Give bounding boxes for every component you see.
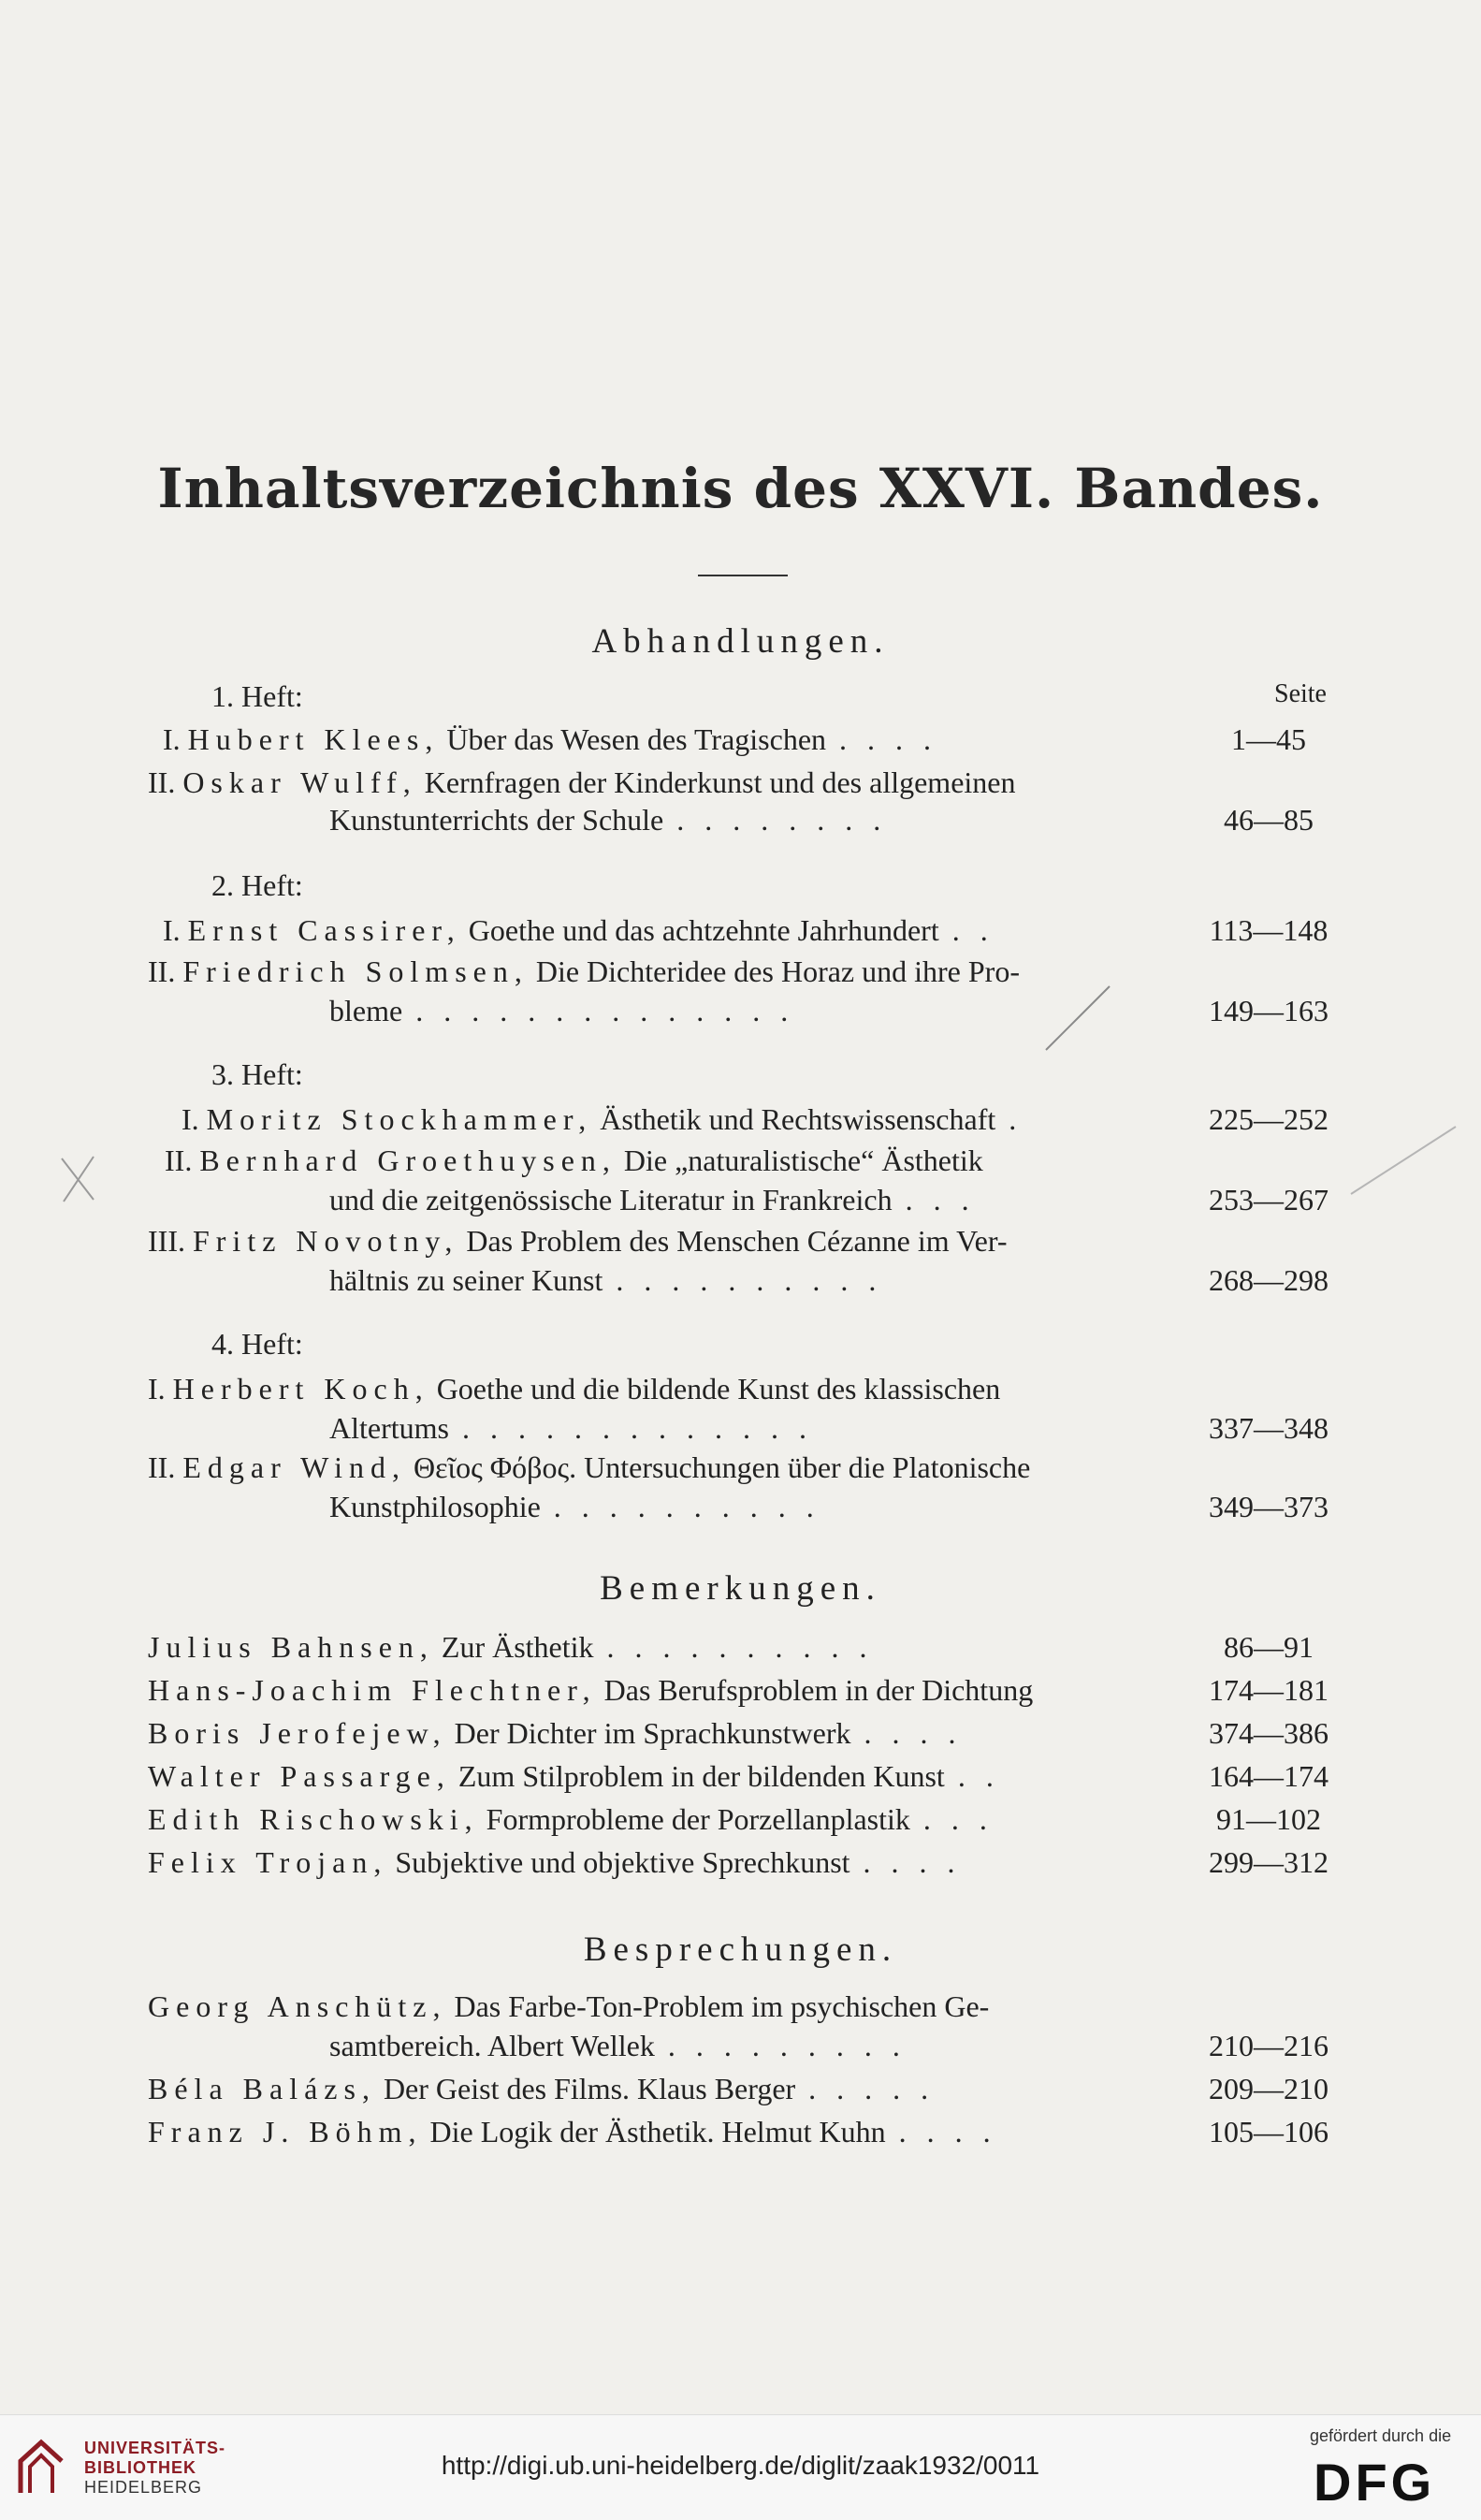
toc-entry[interactable]	[148, 765, 1015, 800]
entry-title: und die zeitgenössische Literatur in Frankreich	[329, 1183, 893, 1216]
entry-title-continuation: bleme ..............	[329, 994, 809, 1027]
entry-title: Goethe und die bildende Kunst des klassischen	[436, 1372, 1001, 1406]
toc-entry[interactable]	[148, 1673, 1033, 1708]
entry-pages: 210—216	[1209, 2029, 1329, 2062]
entry-pages: 253—267	[1209, 1183, 1329, 1216]
entry-author: Edgar Wind,	[182, 1450, 406, 1484]
entry-number: II.	[148, 765, 176, 799]
entry-pages: 113—148	[1209, 913, 1329, 947]
entry-author: Hubert Klees,	[187, 722, 440, 756]
section-heading-besprechungen: Besprechungen.	[583, 1930, 898, 1969]
entry-pages: 349—373	[1209, 1490, 1329, 1523]
entry-pages: 268—298	[1209, 1263, 1329, 1297]
toc-entry[interactable]: Julius Bahnsen, Zur Ästhetik ..........	[148, 1630, 888, 1664]
entry-title: Der Dichter im Sprachkunstwerk	[454, 1716, 851, 1750]
entry-author: Hans-Joachim Flechtner,	[148, 1673, 597, 1707]
pencil-mark	[1347, 1123, 1459, 1198]
entry-author: Felix Trojan,	[148, 1845, 388, 1879]
entry-author: Fritz Novotny,	[192, 1224, 459, 1258]
toc-entry[interactable]: I. Moritz Stockhammer, Ästhetik und Rechtswissenschaft .	[181, 1102, 1038, 1136]
entry-author: Georg Anschütz,	[148, 1989, 447, 2023]
entry-title: Formprobleme der Porzellanplastik	[486, 1802, 910, 1836]
entry-number: I.	[163, 722, 181, 756]
entry-pages: 225—252	[1209, 1102, 1329, 1136]
entry-pages: 337—348	[1209, 1411, 1329, 1445]
toc-entry[interactable]	[148, 1450, 1030, 1485]
entry-title-continuation: und die zeitgenössische Literatur in Frankreich ...	[329, 1183, 990, 1216]
heft-label: 4. Heft:	[211, 1327, 303, 1361]
entry-title: Θεῖος Φόβος. Untersuchungen über die Platonische	[413, 1450, 1031, 1484]
entry-pages: 86—91	[1224, 1630, 1314, 1664]
entry-title: Über das Wesen des Tragischen	[446, 722, 827, 756]
entry-pages: 374—386	[1209, 1716, 1329, 1750]
pencil-mark	[56, 1151, 103, 1207]
entry-title-continuation: Kunstphilosophie ..........	[329, 1490, 835, 1523]
entry-number: II.	[148, 1450, 176, 1484]
toc-entry[interactable]	[148, 1224, 1008, 1259]
entry-title-continuation: Kunstunterrichts der Schule ........	[329, 803, 902, 837]
entry-title: Ästhetik und Rechtswissenschaft	[600, 1102, 996, 1136]
entry-author: Ernst Cassirer,	[187, 913, 461, 947]
entry-author: Walter Passarge,	[148, 1759, 451, 1793]
entry-title: Der Geist des Films. Klaus Berger	[383, 2072, 796, 2105]
document-url-link[interactable]: http://digi.ub.uni-heidelberg.de/diglit/zaak1932/0011	[441, 2451, 1040, 2480]
entry-title: Zur Ästhetik	[441, 1630, 594, 1664]
entry-author: Edith Rischowski,	[148, 1802, 479, 1836]
entry-title: Altertums	[329, 1411, 449, 1445]
entry-title: Die Logik der Ästhetik. Helmut Kuhn	[429, 2115, 886, 2149]
entry-author: Friedrich Solmsen,	[182, 954, 529, 988]
library-name-line2: BIBLIOTHEK	[84, 2458, 196, 2477]
toc-entry[interactable]	[148, 1989, 989, 2024]
entry-title-continuation: samtbereich. Albert Wellek .........	[329, 2029, 921, 2062]
toc-entry[interactable]	[148, 1372, 1000, 1406]
heft-label: 3. Heft:	[211, 1057, 303, 1091]
entry-title: Das Problem des Menschen Cézanne im Ver-	[466, 1224, 1008, 1258]
entry-number: I.	[181, 1102, 199, 1136]
entry-title: hältnis zu seiner Kunst	[329, 1263, 603, 1297]
section-heading-abhandlungen: Abhandlungen.	[591, 622, 890, 661]
entry-author: Julius Bahnsen,	[148, 1630, 434, 1664]
dfg-logo: DFG	[1314, 2453, 1436, 2512]
entry-title: Kernfragen der Kinderkunst und des allgemeinen	[424, 765, 1016, 799]
entry-pages: 149—163	[1209, 994, 1329, 1027]
toc-entry[interactable]: Felix Trojan, Subjektive und objektive Sprechkunst ....	[148, 1845, 976, 1879]
entry-title: Subjektive und objektive Sprechkunst	[395, 1845, 850, 1879]
entry-author: Boris Jerofejew,	[148, 1716, 447, 1750]
library-name-line3: HEIDELBERG	[84, 2478, 203, 2497]
entry-pages: 299—312	[1209, 1845, 1329, 1879]
entry-pages: 164—174	[1209, 1759, 1329, 1793]
entry-pages: 46—85	[1224, 803, 1314, 837]
entry-title: Goethe und das achtzehnte Jahrhundert	[468, 913, 939, 947]
entry-title-continuation: hältnis zu seiner Kunst ..........	[329, 1263, 897, 1297]
entry-number: III.	[148, 1224, 185, 1258]
toc-entry[interactable]: Walter Passarge, Zum Stilproblem in der bildenden Kunst ..	[148, 1759, 1014, 1793]
page-title: Inhaltsverzeichnis des XXVI. Bandes.	[157, 457, 1324, 520]
entry-author: Franz J. Böhm,	[148, 2115, 423, 2149]
entry-number: II.	[148, 954, 176, 988]
entry-number: I.	[148, 1372, 166, 1406]
entry-number: I.	[163, 913, 181, 947]
toc-entry[interactable]	[148, 954, 1020, 989]
section-heading-bemerkungen: Bemerkungen.	[600, 1569, 881, 1608]
toc-entry[interactable]: Boris Jerofejew, Der Dichter im Sprachkunstwerk ....	[148, 1716, 977, 1750]
entry-title: samtbereich. Albert Wellek	[329, 2029, 655, 2062]
toc-entry[interactable]: Béla Balázs, Der Geist des Films. Klaus Berger .....	[148, 2072, 950, 2105]
entry-title: Die „naturalistische“ Ästhetik	[623, 1143, 983, 1177]
entry-author: Oskar Wulff,	[182, 765, 417, 799]
entry-author: Béla Balázs,	[148, 2072, 376, 2105]
entry-pages: 1—45	[1231, 722, 1306, 756]
seite-label: Seite	[1274, 679, 1327, 708]
entry-pages: 174—181	[1209, 1673, 1329, 1707]
entry-title: bleme	[329, 994, 403, 1027]
title-rule	[698, 575, 788, 576]
entry-title: Zum Stilproblem in der bildenden Kunst	[457, 1759, 945, 1793]
entry-title: Kunstunterrichts der Schule	[329, 803, 664, 837]
entry-title: Das Farbe-Ton-Problem im psychischen Ge-	[454, 1989, 990, 2023]
heft-label: 1. Heft:	[211, 679, 303, 713]
funder-note: gefördert durch die	[1310, 2426, 1452, 2445]
toc-entry[interactable]: I. Hubert Klees, Über das Wesen des Tragischen ....	[163, 722, 952, 756]
entry-title-continuation: Altertums .............	[329, 1411, 827, 1445]
entry-author: Herbert Koch,	[172, 1372, 429, 1406]
toc-entry[interactable]: Edith Rischowski, Formprobleme der Porzellanplastik ...	[148, 1802, 1008, 1836]
toc-entry[interactable]: Franz J. Böhm, Die Logik der Ästhetik. Helmut Kuhn ....	[148, 2115, 1011, 2149]
entry-number: II.	[165, 1143, 193, 1177]
heft-label: 2. Heft:	[211, 868, 303, 902]
entry-author: Moritz Stockhammer,	[206, 1102, 593, 1136]
toc-entry[interactable]: I. Ernst Cassirer, Goethe und das achtzehnte Jahrhundert ..	[163, 913, 1009, 947]
library-name-line1: UNIVERSITÄTS-	[84, 2439, 226, 2457]
entry-pages: 91—102	[1216, 1802, 1321, 1836]
pencil-mark	[1040, 981, 1115, 1065]
entry-title: Die Dichteridee des Horaz und ihre Pro-	[535, 954, 1020, 988]
entry-pages: 105—106	[1209, 2115, 1329, 2149]
entry-title: Das Berufsproblem in der Dichtung	[603, 1673, 1034, 1707]
entry-title: Kunstphilosophie	[329, 1490, 541, 1523]
entry-pages: 209—210	[1209, 2072, 1329, 2105]
toc-entry[interactable]	[165, 1143, 983, 1178]
entry-author: Bernhard Groethuysen,	[199, 1143, 617, 1177]
